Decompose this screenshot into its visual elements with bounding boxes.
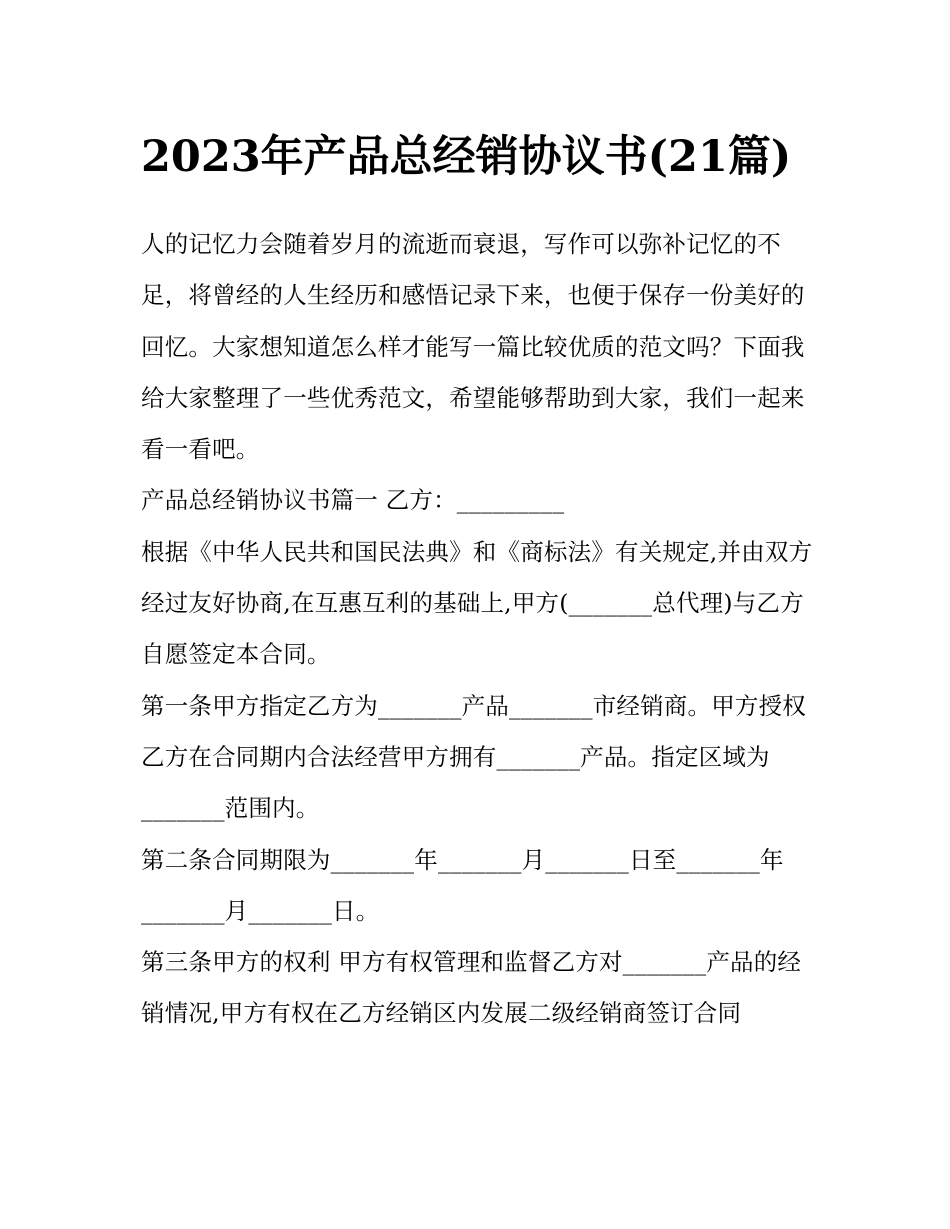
intro-paragraph: 人的记忆力会随着岁月的流逝而衰退，写作可以弥补记忆的不足，将曾经的人生经历和感悟记录下来，也便于保存一份美好的回忆。大家想知道怎么样才能写一篇比较优质的范文吗？下面我给大家整理了一些优秀范文，希望能够帮助到大家，我们一起来看一看吧。 (141, 230, 805, 464)
article-three-paragraph: 第三条甲方的权利 甲方有权管理和监督乙方对_______产品的经销情况,甲方有权在乙方经销区内发展二级经销商签订合同 (141, 948, 802, 1028)
document-title: 2023年产品总经销协议书(21篇) (141, 132, 792, 182)
article-one-paragraph: 第一条甲方指定乙方为_______产品_______市经销商。甲方授权乙方在合同期内合法经营甲方拥有_______产品。指定区域为_______范围内。 (141, 691, 806, 823)
preamble-paragraph: 根据《中华人民共和国民法典》和《商标法》有关规定,并由双方经过友好协商,在互惠互利的基础上,甲方(_______总代理)与乙方自愿签定本合同。 (141, 537, 813, 669)
article-two-paragraph: 第二条合同期限为_______年_______月_______日至_______年_______月_______日。 (141, 845, 784, 925)
document-page (141, 118, 813, 1040)
section-heading-paragraph: 产品总经销协议书篇一 乙方：_________ (141, 486, 565, 515)
